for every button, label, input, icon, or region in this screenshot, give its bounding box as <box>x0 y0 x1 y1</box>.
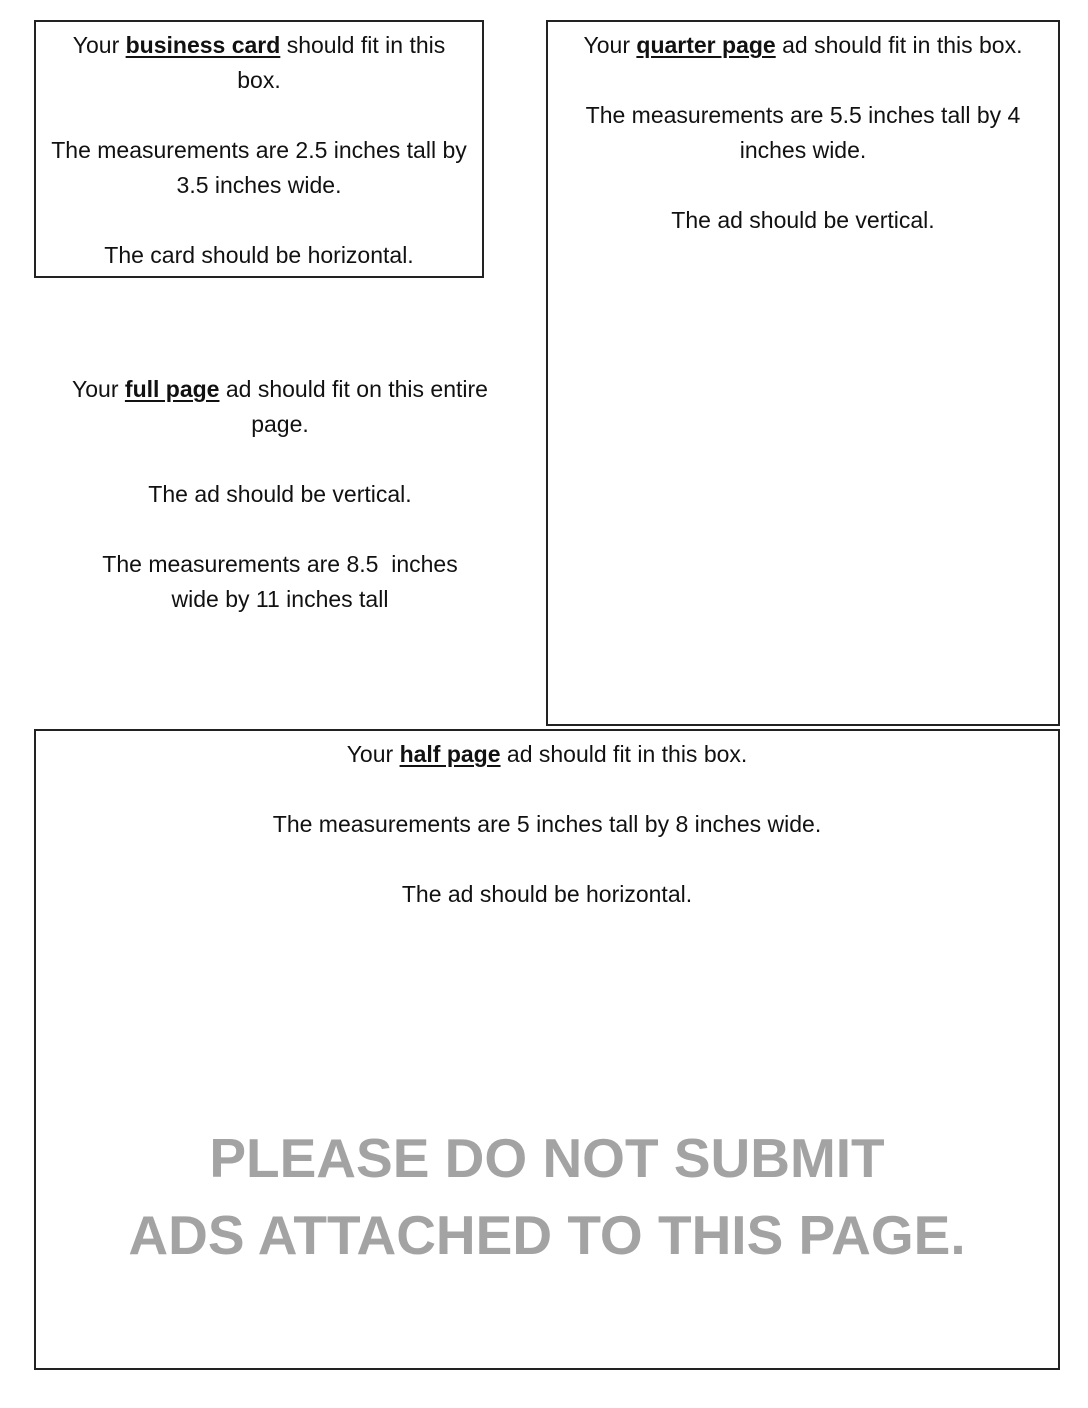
quarter-page-intro <box>560 28 1046 63</box>
quarter-page-label: quarter page <box>636 32 776 58</box>
intro-text: ad should fit on this entire page. <box>219 376 488 437</box>
quarter-page-measurements: The measurements are 5.5 inches tall by 4 inches wide. <box>585 102 1021 163</box>
full-page-instructions <box>70 372 490 617</box>
business-card-measurements: The measurements are 2.5 inches tall by 3.5 inches wide. <box>51 137 467 198</box>
intro-text: Your <box>72 32 126 58</box>
business-card-intro <box>48 28 470 98</box>
half-page-intro <box>34 737 1060 772</box>
half-page-orientation: The ad should be horizontal. <box>401 881 693 907</box>
business-card-orientation: The card should be horizontal. <box>104 242 414 268</box>
intro-text: Your <box>346 741 400 767</box>
intro-text: should fit in this box. <box>237 32 446 93</box>
full-page-label: full page <box>124 376 220 402</box>
full-page-intro <box>70 372 490 442</box>
half-page-label: half page <box>399 741 501 767</box>
quarter-page-orientation: The ad should be vertical. <box>671 207 935 233</box>
quarter-page-instructions <box>546 28 1060 238</box>
business-card-instructions <box>34 28 484 273</box>
intro-text: Your <box>583 32 637 58</box>
submission-notice <box>34 1120 1060 1274</box>
half-page-measurements: The measurements are 5 inches tall by 8 inches wide. <box>272 811 822 837</box>
full-page-orientation: The ad should be vertical. <box>148 481 412 507</box>
intro-text: ad should fit in this box. <box>775 32 1023 58</box>
intro-text: ad should fit in this box. <box>500 741 748 767</box>
half-page-instructions <box>34 737 1060 912</box>
notice-line-1: PLEASE DO NOT SUBMIT <box>209 1127 885 1189</box>
intro-text: Your <box>72 376 125 402</box>
full-page-measurements: The measurements are 8.5 inches wide by 11 inches tall <box>102 551 465 612</box>
business-card-label: business card <box>125 32 281 58</box>
notice-line-2: ADS ATTACHED TO THIS PAGE. <box>128 1204 966 1266</box>
